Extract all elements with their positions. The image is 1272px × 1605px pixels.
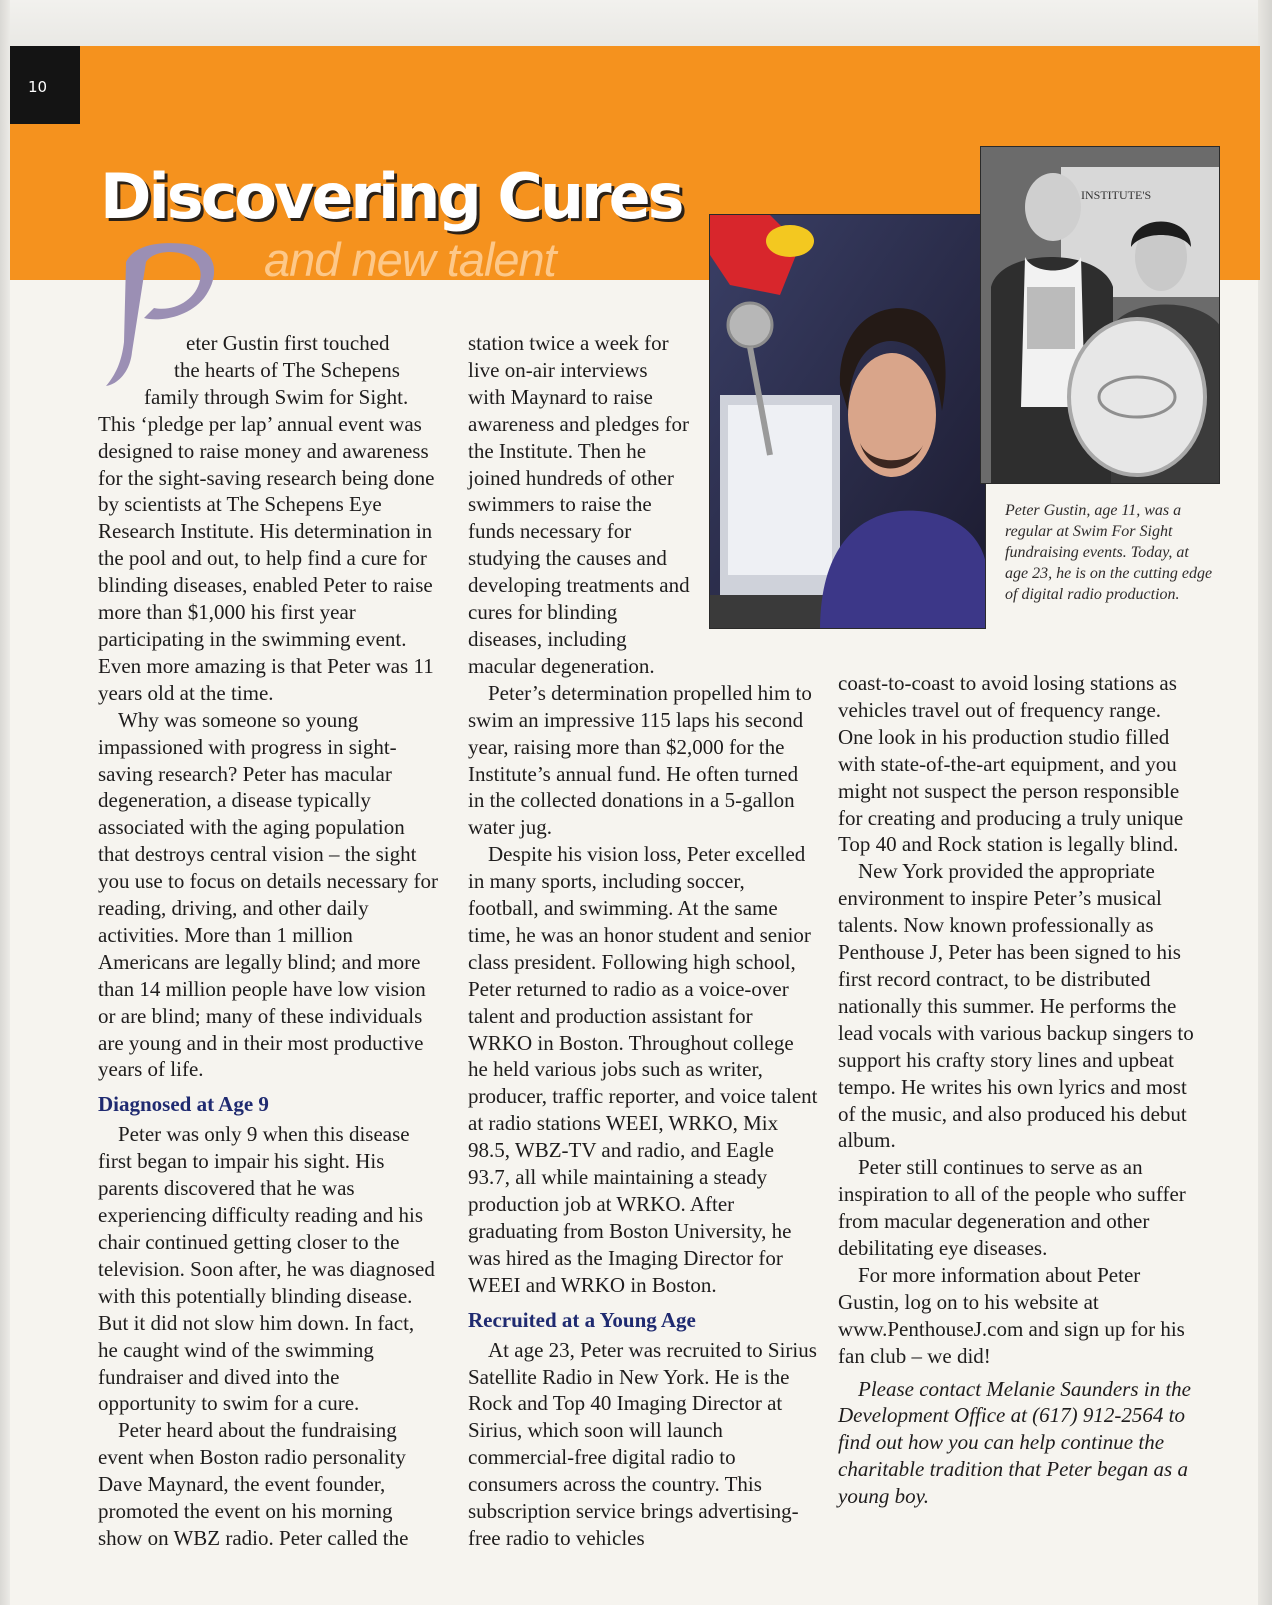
- col1-paragraph-1: This ‘pledge per lap’ annual event was designed to raise money and awareness for the sight-saving research being done by scientists at The Schepens Eye Research Institute. His determination in the pool and out, to help find a cure for blinding diseases, enabled Peter to raise more than $1,000 his first year participating in the swimming event. Even more amazing is that Peter was 11 years old at the time.: [98, 411, 435, 705]
- institute-banner-text: INSTITUTE'S: [1081, 188, 1152, 202]
- col1-paragraph-3: Peter was only 9 when this disease first began to impair his sight. His parents discovered that he was experiencing difficulty reading and his chair continued getting closer to the television. Soon after, he was diagnosed with this potentially blinding disease. But it did not slow him down. In fact, he caught wind of the swimming fundraiser and dived into the opportunity to swim for a cure.: [98, 1122, 435, 1416]
- col2-paragraph-1: station twice a week for live on-air interviews with Maynard to raise awareness and pledges for the Institute. Then he joined hundreds of other swimmers to raise the funds necessary for studying the causes and developing treatments and cures for blinding diseases, including macular degeneration.: [468, 331, 690, 678]
- dropcap-line-3: family through Swim for Sight.: [144, 384, 409, 409]
- page-subtitle: and new talent: [264, 233, 556, 286]
- section-heading-diagnosed: Diagnosed at Age 9: [98, 1092, 269, 1117]
- childhood-photo: [980, 146, 1220, 484]
- col3-paragraph-3: Peter still continues to serve as an inspiration to all of the people who suffer from macular degeneration and other debilitating eye diseases.: [838, 1155, 1186, 1261]
- col3-paragraph-1: coast-to-coast to avoid losing stations as vehicles travel out of frequency range. One look in his production studio filled with state-of-the-art equipment, and you might not suspect the person responsible for creating and producing a truly unique Top 40 and Rock station is legally blind.: [838, 671, 1184, 857]
- contact-note: Please contact Melanie Saunders in the Development Office at (617) 912-2564 to find out how you can help continue the charitable tradition that Peter began as a young boy.: [838, 1376, 1191, 1509]
- col1-paragraph-4: Peter heard about the fundraising event when Boston radio personality Dave Maynard, the event founder, promoted the event on his morning show on WBZ radio. Peter called the: [98, 1418, 409, 1550]
- column-3: [838, 670, 1198, 1510]
- scan-right-edge: [1258, 0, 1272, 1605]
- studio-photo: [709, 214, 986, 629]
- dropcap-line-2: the hearts of The Schepens: [174, 357, 400, 382]
- column-1: [98, 330, 438, 1552]
- page-number: 10: [28, 78, 48, 96]
- photo-caption: Peter Gustin, age 11, was a regular at Swim For Sight fundraising events. Today, at age 23, he is on the cutting edge of digital radio production.: [1005, 502, 1213, 603]
- section-heading-recruited: Recruited at a Young Age: [468, 1307, 696, 1332]
- studio-photo-image: [710, 215, 986, 629]
- col1-paragraph-2: Why was someone so young impassioned with progress in sight-saving research? Peter has macular degeneration, a disease typically associated with the aging population that destroys central vision – the sight you use to focus on details necessary for reading, driving, and other daily activities. More than 1 million Americans are legally blind; and more than 14 million people have low vision or are blind; many of these individuals are young and in their most productive years of life.: [98, 707, 438, 1082]
- childhood-photo-image: [981, 147, 1220, 484]
- scan-top-edge: [0, 0, 1272, 48]
- scan-left-edge: [0, 0, 10, 1605]
- page-title: Discovering Cures: [100, 160, 682, 233]
- col3-paragraph-4: For more information about Peter Gustin, log on to his website at www.PenthouseJ.com and sign up for his fan club – we did!: [838, 1262, 1185, 1368]
- col2-paragraph-4: At age 23, Peter was recruited to Sirius Satellite Radio in New York. He is the Rock and Top 40 Imaging Director at Sirius, which soon will launch commercial-free digital radio to consumers across the country. This subscription service brings advertising-free radio to vehicles: [468, 1337, 817, 1550]
- dropcap-line-1: eter Gustin first touched: [186, 331, 390, 355]
- col3-paragraph-2: New York provided the appropriate environment to inspire Peter’s musical talents. Now known professionally as Penthouse J, Peter has been signed to his first record contract, to be distributed nationally this summer. He performs the lead vocals with various backup singers to support his crafty story lines and upbeat tempo. He writes his own lyrics and most of the music, and also produced his debut album.: [838, 859, 1194, 1153]
- col2-paragraph-3: Despite his vision loss, Peter excelled in many sports, including soccer, football, and swimming. At the same time, he was an honor student and senior class president. Following high school, Peter returned to radio as a voice-over talent and production assistant for WRKO in Boston. Throughout college he held various jobs such as writer, producer, traffic reporter, and voice talent at radio stations WEEI, WRKO, Mix 98.5, WBZ-TV and radio, and Eagle 93.7, all while maintaining a steady production job at WRKO. After graduating from Boston University, he was hired as the Imaging Director for WEEI and WRKO in Boston.: [468, 842, 818, 1297]
- col2-paragraph-2: Peter’s determination propelled him to swim an impressive 115 laps his second year, raising more than $2,000 for the Institute’s annual fund. He often turned in the collected donations in a 5-gallon water jug.: [468, 680, 812, 840]
